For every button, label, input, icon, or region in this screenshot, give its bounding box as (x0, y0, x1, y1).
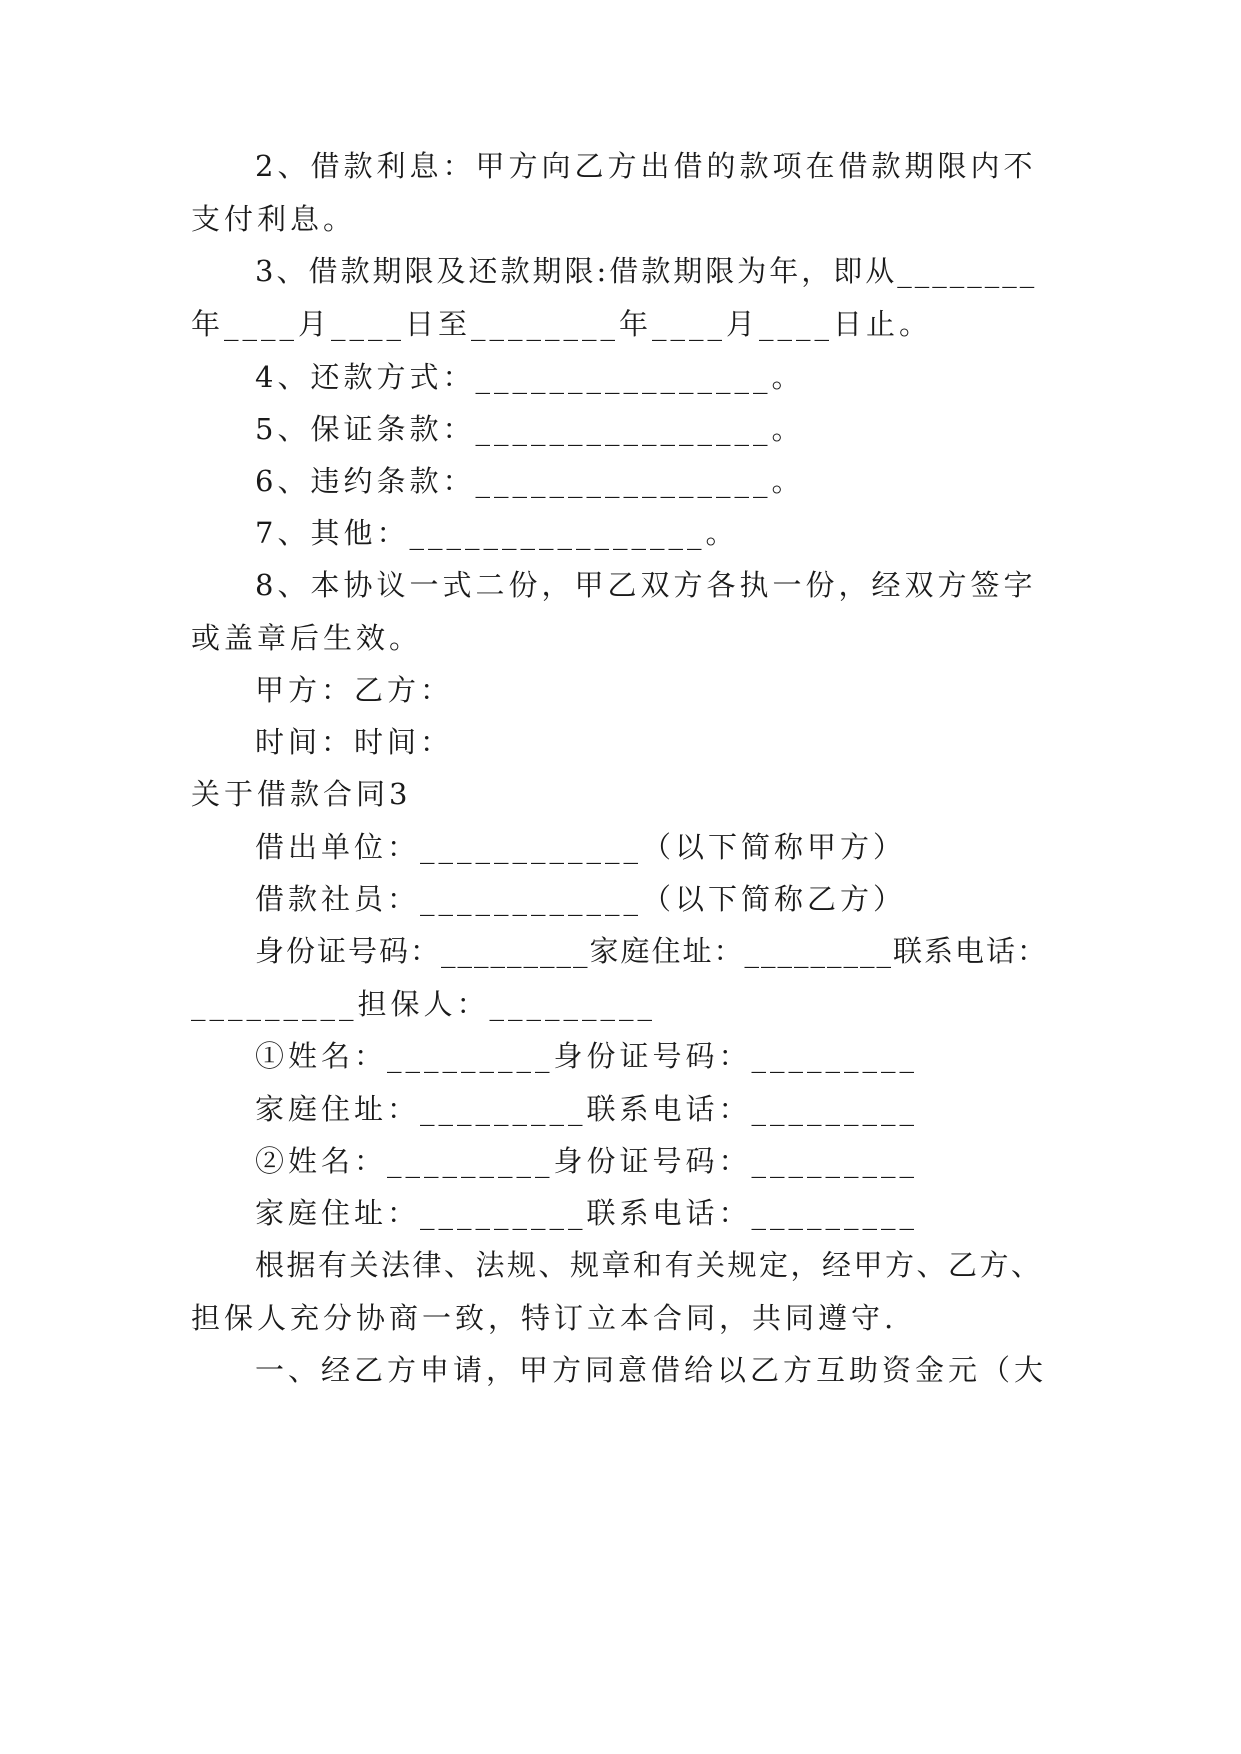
lender-unit-line: 借出单位：____________（以下简称甲方） (255, 830, 907, 864)
party-signatures: 甲方：乙方： (255, 673, 454, 707)
preamble-line-1: 根据有关法律、法规、规章和有关规定，经甲方、乙方、 (255, 1248, 1043, 1282)
document-page (191, 0, 1051, 1754)
clause-2-line-2: 支付利息。 (191, 202, 357, 236)
clause-7-other: 7、其他：________________。 (255, 516, 739, 550)
borrower-member-line: 借款社员：____________（以下简称乙方） (255, 882, 907, 916)
clause-8-line-1: 8、本协议一式二份，甲乙双方各执一份，经双方签字 (255, 568, 1037, 602)
article-1-line-1: 一、经乙方申请，甲方同意借给以乙方互助资金元（大 (255, 1353, 1048, 1387)
signature-dates: 时间：时间： (255, 725, 454, 759)
clause-5-guarantee: 5、保证条款：________________。 (255, 412, 805, 446)
guarantor-1-name-line: ①姓名：_________身份证号码：_________ (255, 1039, 919, 1073)
clause-2-line-1: 2、借款利息：甲方向乙方出借的款项在借款期限内不 (255, 149, 1037, 183)
clause-4-repayment: 4、还款方式：________________。 (255, 360, 805, 394)
borrower-info-line-2: _________担保人：_________ (191, 987, 657, 1021)
clause-6-breach: 6、违约条款：________________。 (255, 464, 805, 498)
clause-3-line-1: 3、借款期限及还款期限:借款期限为年，即从________ (255, 254, 1038, 288)
guarantor-2-address-line: 家庭住址：_________联系电话：_________ (255, 1196, 919, 1230)
section-title: 关于借款合同3 (191, 777, 412, 811)
clause-8-line-2: 或盖章后生效。 (191, 621, 423, 655)
guarantor-2-name-line: ②姓名：_________身份证号码：_________ (255, 1144, 919, 1178)
borrower-info-line-1: 身份证号码：_________家庭住址：_________联系电话： (255, 934, 1049, 968)
preamble-line-2: 担保人充分协商一致，特订立本合同，共同遵守. (191, 1301, 898, 1335)
guarantor-1-address-line: 家庭住址：_________联系电话：_________ (255, 1092, 919, 1126)
clause-3-line-2: 年____月____日至________年____月____日止。 (191, 307, 933, 341)
